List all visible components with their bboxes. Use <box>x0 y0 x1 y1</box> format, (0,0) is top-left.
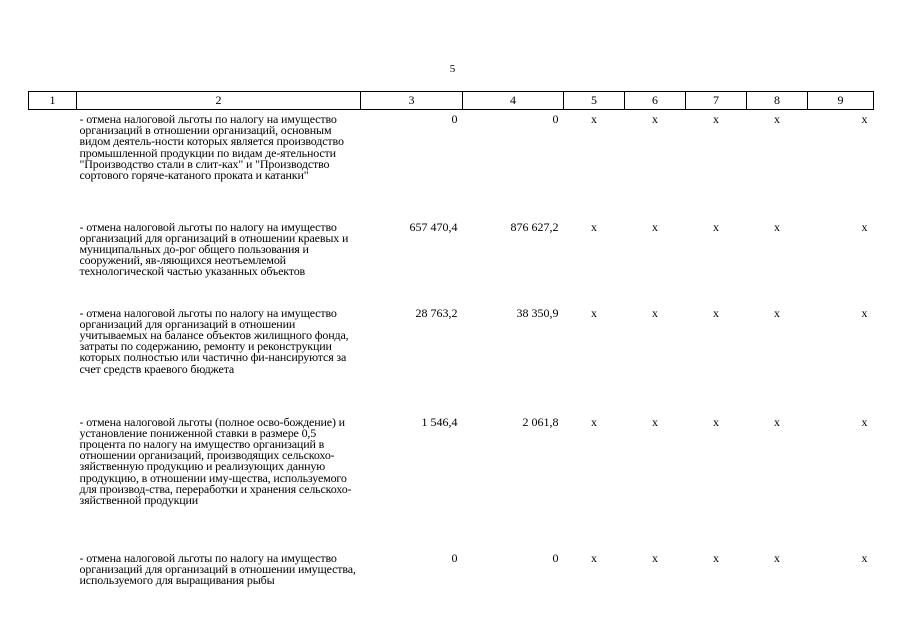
description-text: - отмена налоговой льготы (полное осво-бождение) и установление пониженной ставки в размере 0,5 процента по налогу на имущество организаций в отношении организаций, производящих сельскохо-зяйственную продукцию и реализующих данную продукцию, в отношении иму-щества, используемого для производ-ства, переработки и хранения сельскохо-зяйственной продукции <box>79 414 352 507</box>
column-header: 9 <box>808 92 874 110</box>
value-cell-col5: x <box>591 414 597 429</box>
description-cell <box>77 413 361 549</box>
value-cell-col4: 0 <box>552 112 559 126</box>
value-cell-col8: x <box>774 414 780 429</box>
value-cell-col6: x <box>652 219 658 234</box>
description-text: - отмена налоговой льготы по налогу на имущество организаций для организаций в отношении краевых и муниципальных до-рог общего пользования и сооружений, яв-ляющихся неотъемлемой технологической частью указанных объектов <box>79 219 349 279</box>
value-cell-col7: x <box>713 112 719 126</box>
description-text: - отмена налоговой льготы по налогу на имущество организаций для организаций в отношении учитываемых на балансе объектов жилищного фонда, затраты по содержанию, ремонту и реконструкции которых полностью или частично фи-нансируются за счет средств краевого бюджета <box>79 305 349 376</box>
column-header: 2 <box>77 92 361 110</box>
value-cell-col8: x <box>774 550 780 565</box>
value-cell-col9: x <box>861 305 868 320</box>
column-header: 8 <box>747 92 808 110</box>
description-cell <box>77 549 361 605</box>
row-number-cell <box>29 413 77 549</box>
column-header: 6 <box>625 92 686 110</box>
value-cell-col7: x <box>713 550 719 565</box>
page-number: 5 <box>449 63 456 75</box>
row-number-cell <box>29 549 77 605</box>
description-cell <box>77 218 361 304</box>
budget-table <box>28 91 874 605</box>
value-cell-col9: x <box>861 414 868 429</box>
value-cell-col5: x <box>591 550 597 565</box>
table-row <box>29 110 874 218</box>
value-cell-col4: 2 061,8 <box>522 414 559 429</box>
value-cell-col3: 1 546,4 <box>421 414 458 429</box>
value-cell-col8: x <box>774 112 780 126</box>
row-number-cell <box>29 218 77 304</box>
value-cell-col7: x <box>713 414 719 429</box>
description-cell <box>77 110 361 218</box>
column-header: 4 <box>463 92 564 110</box>
value-cell-col7: x <box>713 305 719 320</box>
table-row <box>29 218 874 304</box>
value-cell-col8: x <box>774 305 780 320</box>
table-header-row <box>29 92 874 110</box>
column-header: 5 <box>564 92 625 110</box>
value-cell-col4: 0 <box>552 550 559 565</box>
value-cell-col3: 657 470,4 <box>409 219 458 234</box>
value-cell-col9: x <box>861 112 868 126</box>
value-cell-col4: 38 350,9 <box>516 305 559 320</box>
table-row <box>29 549 874 605</box>
value-cell-col9: x <box>861 219 868 234</box>
value-cell-col5: x <box>591 305 597 320</box>
row-number-cell <box>29 110 77 218</box>
value-cell-col7: x <box>713 219 719 234</box>
description-text: - отмена налоговой льготы по налогу на имущество организаций для организаций в отношении имущества, используемого для выращивания рыбы <box>79 550 356 587</box>
table-row <box>29 413 874 549</box>
column-header: 1 <box>29 92 77 110</box>
value-cell-col8: x <box>774 219 780 234</box>
value-cell-col6: x <box>652 550 658 565</box>
table-row <box>29 304 874 413</box>
value-cell-col6: x <box>652 112 658 126</box>
value-cell-col5: x <box>591 112 597 126</box>
description-cell <box>77 304 361 413</box>
value-cell-col6: x <box>652 414 658 429</box>
value-cell-col9: x <box>861 550 868 565</box>
value-cell-col3: 28 763,2 <box>415 305 458 320</box>
value-cell-col3: 0 <box>451 550 458 565</box>
column-header: 7 <box>686 92 747 110</box>
description-text: - отмена налоговой льготы по налогу на имущество организаций в отношении организаций, основным видом деятель-ности которых является производство промышленной продукции по видам де-ятельности "Производство стали в слит-ках" и "Производство сортового горяче-катаного проката и катанки" <box>79 112 344 183</box>
row-number-cell <box>29 304 77 413</box>
column-header: 3 <box>361 92 463 110</box>
value-cell-col6: x <box>652 305 658 320</box>
value-cell-col3: 0 <box>451 112 458 126</box>
value-cell-col5: x <box>591 219 597 234</box>
value-cell-col4: 876 627,2 <box>510 219 559 234</box>
